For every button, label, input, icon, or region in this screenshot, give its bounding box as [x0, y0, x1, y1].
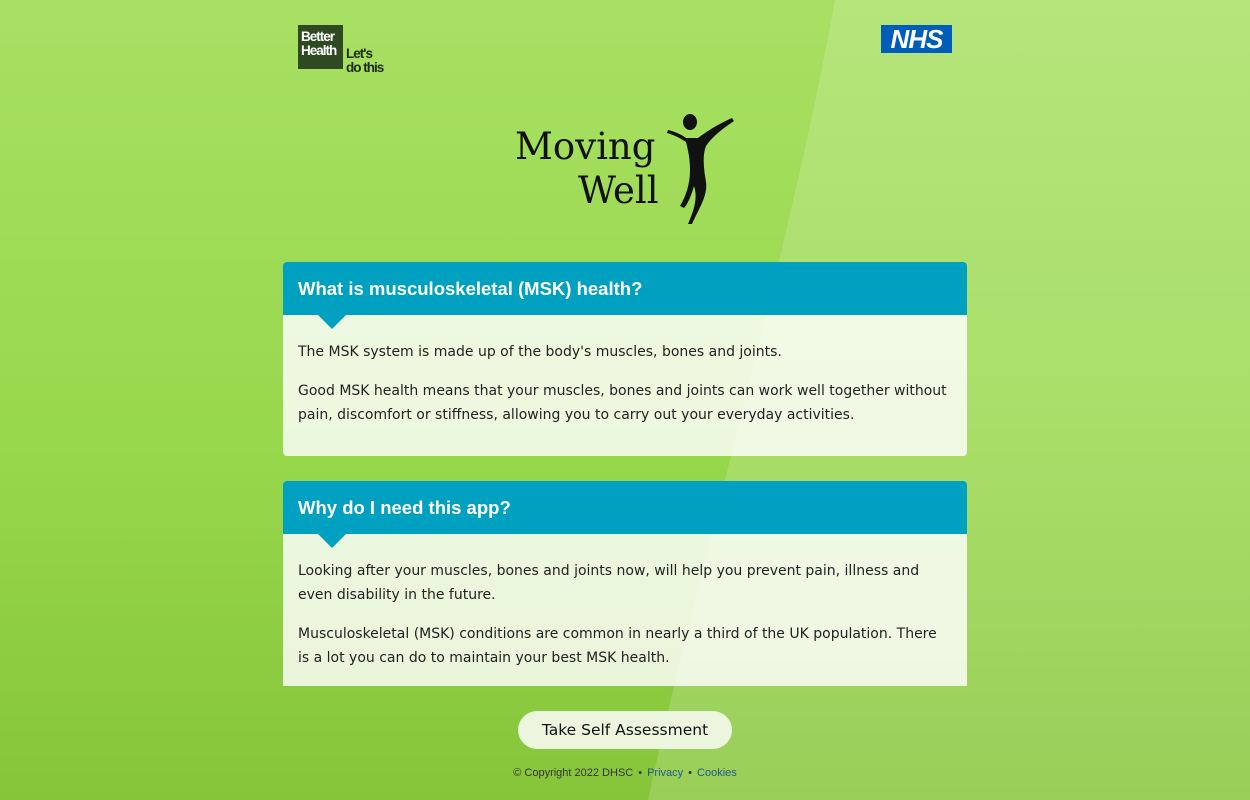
- nhs-logo: [881, 25, 952, 53]
- cookies-link[interactable]: Cookies: [697, 767, 737, 779]
- msk-health-card-body: [283, 315, 967, 427]
- msk-health-card-title: What is musculoskeletal (MSK) health?: [298, 277, 643, 299]
- card-paragraph: Good MSK health means that your muscles, bones and joints can work well together without pain, discomfort or stiffness, allowing you to carry out your everyday activities.: [298, 383, 947, 423]
- better-health-logo: [298, 25, 383, 75]
- better-health-tagline: [346, 47, 383, 75]
- footer-separator: •: [688, 767, 693, 779]
- card-paragraph: The MSK system is made up of the body's muscles, bones and joints.: [298, 344, 782, 360]
- nhs-logo-text: NHS: [890, 24, 943, 54]
- privacy-link[interactable]: Privacy: [647, 767, 684, 779]
- copyright-text: © Copyright 2022 DHSC: [513, 767, 634, 779]
- better-health-line1: Better: [301, 29, 335, 44]
- why-app-card-header: [283, 481, 967, 534]
- better-health-tag1: Let's: [346, 46, 372, 61]
- footer: [0, 767, 1250, 779]
- why-app-card: [283, 481, 967, 686]
- better-health-badge: [298, 25, 343, 69]
- take-self-assessment-button[interactable]: Take Self Assessment: [518, 711, 732, 749]
- why-app-card-title: Why do I need this app?: [298, 496, 511, 518]
- better-health-tag2: do this: [346, 60, 384, 75]
- msk-health-card-header: [283, 262, 967, 315]
- moving-well-line2: Well: [578, 169, 659, 212]
- moving-well-logo: [514, 112, 736, 226]
- better-health-line2: Health: [301, 43, 337, 58]
- footer-separator: •: [638, 767, 643, 779]
- card-paragraph: Looking after your muscles, bones and joints now, will help you prevent pain, illness and even disability in the future.: [298, 563, 920, 603]
- dancing-figure-icon: [664, 112, 736, 226]
- msk-health-card: [283, 262, 967, 456]
- moving-well-line1: Moving: [515, 125, 656, 168]
- card-paragraph: Musculoskeletal (MSK) conditions are common in nearly a third of the UK population. There is a lot you can do to maintain your best MSK health.: [298, 626, 937, 666]
- why-app-card-body: [283, 534, 967, 670]
